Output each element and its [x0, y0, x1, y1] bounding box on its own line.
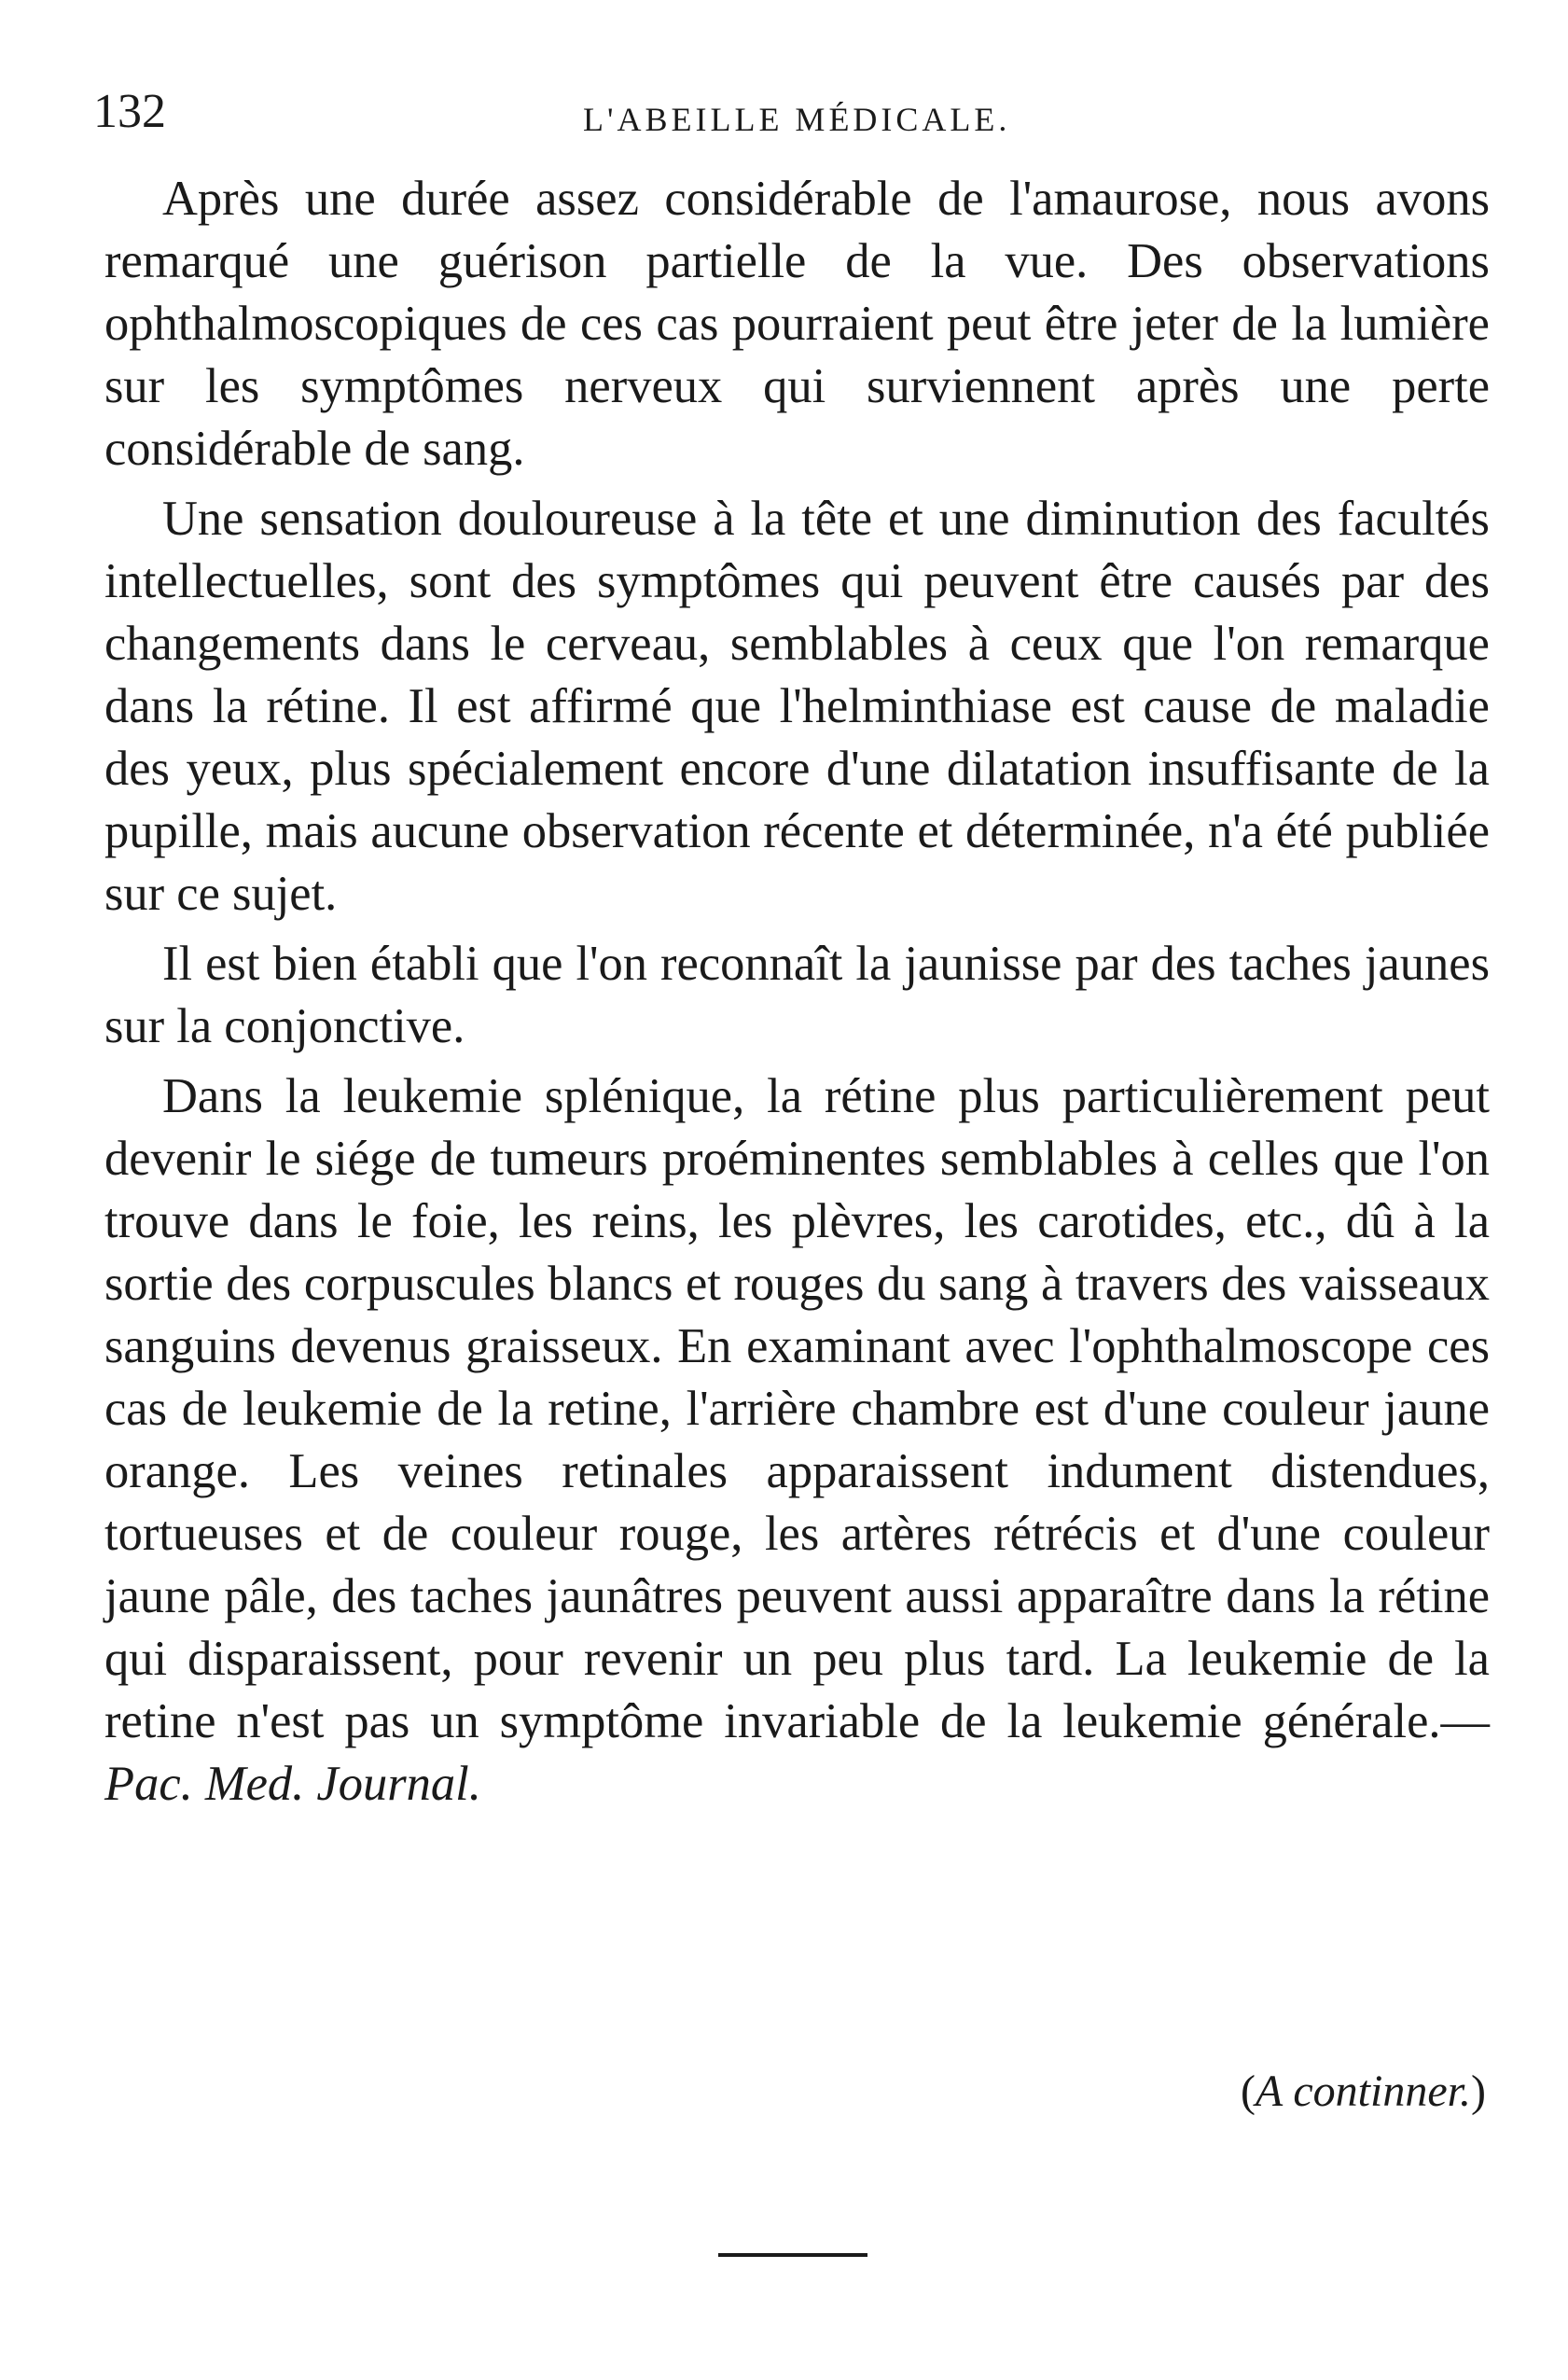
paragraph-amaurose: Après une durée assez considérable de l'amaurose, nous avons remarqué une guérison partielle de la vue. Des observations ophthalmoscopiques de ces cas pourraient peut être jeter de la lumière sur les symptômes nerveux qui surviennent après une perte considérable de sang.	[104, 172, 1490, 476]
continued-open-paren: (	[1240, 2067, 1256, 2116]
page-number: 132	[93, 85, 166, 138]
paragraph-leukemie-text: Dans la leukemie splénique, la rétine plus particulièrement peut devenir le siége de tumeurs proéminentes semblables à celles que l'on trouve dans le foie, les reins, les plèvres, les carotides, etc., dû à la sortie des corpuscules blancs et rouges du sang à travers des vaisseaux sanguins devenus graisseux. En examinant avec l'ophthalmoscope ces cas de leukemie de la retine, l'arrière chambre est d'une couleur jaune orange. Les veines retinales apparaissent indument distendues, tortueuses et de couleur rouge, les artères rétrécis et d'une couleur jaune pâle, des taches jaunâtres peuvent aussi apparaître dans la rétine qui disparaissent, pour revenir un peu plus tard. La leukemie de la retine n'est pas un symptôme invariable de la leukemie générale.—	[104, 1069, 1490, 1748]
journal-title: L'ABEILLE MÉDICALE.	[583, 101, 1011, 138]
body-text	[104, 168, 1490, 1823]
paragraph-jaunisse: Il est bien établi que l'on reconnaît la jaunisse par des taches jaunes sur la conjonctive.	[104, 937, 1490, 1053]
continued-note	[1241, 2062, 1486, 2122]
continued-label: A continner.	[1255, 2067, 1472, 2116]
continued-close-paren: )	[1471, 2067, 1486, 2116]
source-citation: Pac. Med. Journal.	[104, 1757, 481, 1811]
running-head	[93, 79, 1483, 145]
paragraph-leukemie	[104, 1065, 1490, 1816]
paragraph-helminthiase: Une sensation douloureuse à la tête et une diminution des facultés intellectuelles, sont des symptômes qui peuvent être causés par des changements dans le cerveau, semblables à ceux que l'on remarque dans la rétine. Il est affirmé que l'helminthiase est cause de maladie des yeux, plus spécialement encore d'une dilatation insuffisante de la pupille, mais aucune observation récente et déterminée, n'a été publiée sur ce sujet.	[104, 492, 1490, 921]
end-rule	[718, 2253, 867, 2257]
